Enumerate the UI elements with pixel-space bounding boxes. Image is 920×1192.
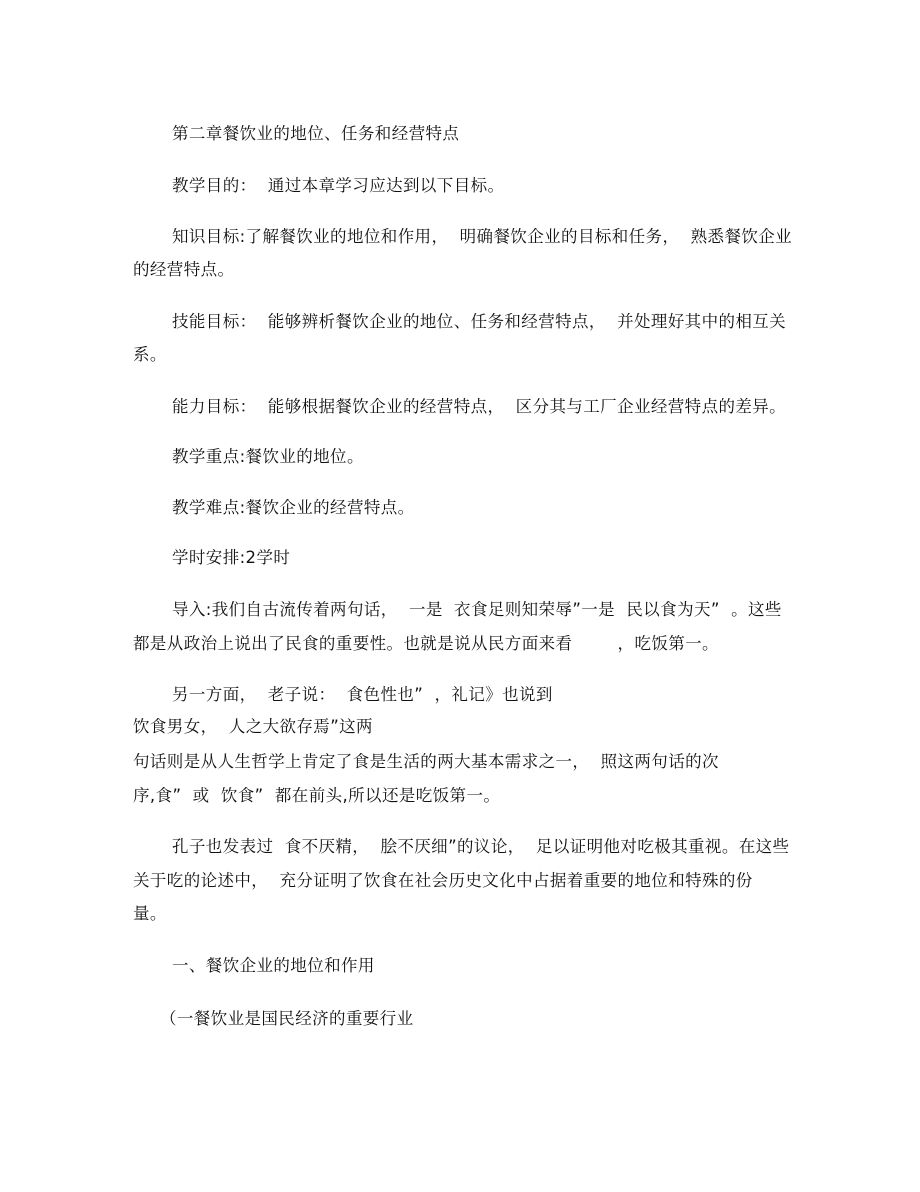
text-line: 另一方面， 老子说： 食色性也” ，礼记》也说到 [172, 685, 553, 704]
text-line: 量。 [133, 904, 167, 923]
text-line: 序,食” 或 饮食” 都在前头,所以还是吃饭第一。 [133, 786, 501, 805]
text-line: 句话则是从人生哲学上肯定了食是生活的两大基本需求之一， 照这两句话的次 [133, 752, 719, 771]
section-heading: 一、餐饮企业的地位和作用 [172, 956, 375, 975]
text-line: 导入:我们自古流传着两句话， 一是 衣食足则知荣辱”一是 民以食为天” 。这些 [172, 600, 782, 619]
text-line: 教学重点:餐饮业的地位。 [172, 447, 364, 466]
text-line: 技能目标： 能够辨析餐饮企业的地位、任务和经营特点， 并处理好其中的相互关 [172, 312, 787, 331]
text-line: 关于吃的论述中， 充分证明了饮食在社会历史文化中占据着重要的地位和特殊的份 [133, 871, 753, 890]
text-line: 学时安排:2学时 [172, 548, 291, 567]
text-line: 系。 [133, 345, 167, 364]
text-line: 的经营特点。 [133, 260, 235, 279]
text-line: 饮食男女， 人之大欲存焉”这两 [133, 717, 373, 736]
text-line: 孔子也发表过 食不厌精， 脍不厌细”的议论， 足以证明他对吃极其重视。在这些 [172, 837, 790, 856]
text-line: 教学难点:餐饮企业的经营特点。 [172, 498, 415, 517]
chapter-title: 第二章餐饮业的地位、任务和经营特点 [172, 124, 460, 143]
text-line: 知识目标:了解餐饮业的地位和作用， 明确餐饮企业的目标和任务， 熟悉餐饮企业 [172, 227, 793, 246]
text-line: 能力目标： 能够根据餐饮企业的经营特点， 区分其与工厂企业经营特点的差异。 [172, 397, 787, 416]
text-line: 教学目的： 通过本章学习应达到以下目标。 [172, 176, 505, 195]
text-line: 都是从政治上说出了民食的重要性。也就是说从民方面来看 ，吃饭第一。 [133, 634, 719, 653]
subsection-heading: （一餐饮业是国民经济的重要行业 [160, 1009, 414, 1028]
